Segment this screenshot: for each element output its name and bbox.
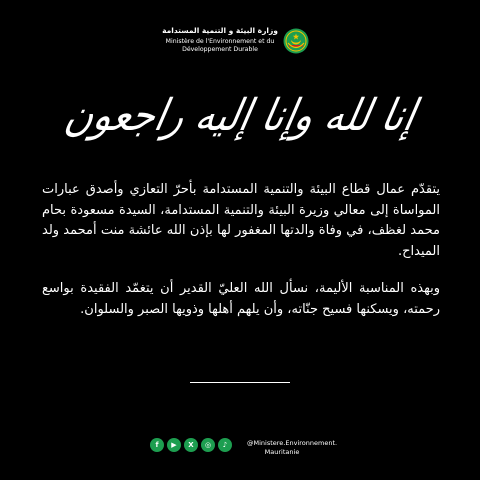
header: [0, 24, 480, 64]
ministry-name-french-line1: Ministère de l'Environnement et du: [165, 38, 275, 45]
youtube-icon[interactable]: ▶: [167, 438, 181, 452]
ministry-name-arabic: وزارة البيئة و التنمية المستدامة: [162, 26, 278, 35]
divider: [190, 382, 290, 383]
social-icons: [150, 438, 232, 452]
instagram-icon[interactable]: ◎: [201, 438, 215, 452]
ministry-name: [160, 26, 280, 54]
message-paragraph-1: يتقدّم عمال قطاع البيئة والتنمية المستدامة بأحرّ التعازي وأصدق عبارات المواساة إلى معالي وزيرة البيئة والتنمية المستدامة، السيدة مسعودة بحام محمد لغظف، في وفاة والدتها المغفور لها بإذن الله عائشة منت أمحمد ولد الميداح.: [42, 182, 440, 259]
condolence-message: [42, 180, 440, 320]
ministry-name-french: [160, 38, 280, 54]
message-paragraph-2: وبهذه المناسبة الأليمة، نسأل الله العليّ القدير أن يتغمّد الفقيدة بواسع رحمته، ويسكنها فسيح جنّاته، وأن يلهم أهلها وذويها الصبر والسلوان.: [42, 281, 440, 317]
calligraphy-verse: [0, 82, 480, 152]
footer: [0, 436, 480, 466]
social-handle[interactable]: [247, 439, 337, 456]
ministry-name-french-line2: Développement Durable: [182, 46, 258, 53]
x-twitter-icon[interactable]: X: [184, 438, 198, 452]
facebook-icon[interactable]: f: [150, 438, 164, 452]
social-handle-line2: Mauritanie: [264, 447, 300, 456]
social-handle-line1: @Ministere.Environnement.: [247, 439, 338, 447]
calligraphy-text: إنا لله وإنا إليه راجعون: [60, 89, 420, 141]
tiktok-icon[interactable]: ♪: [218, 438, 232, 452]
mauritania-emblem-icon: [283, 28, 309, 54]
